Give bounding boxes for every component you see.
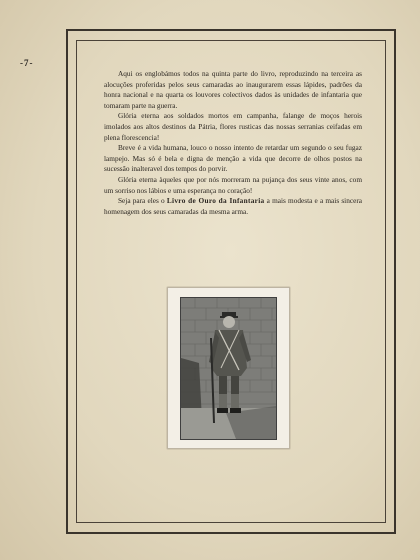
body-text [104,69,362,217]
closing-text-after: a mais modesta e a mais sincera homenagem dos seus camaradas da mesma arma. [104,196,362,216]
soldier-photo-illustration [181,298,276,439]
paragraph-2: Glória eterna aos soldados mortos em campanha, falange de moços herois imolados aos altos destinos da Pátria, flores rusticas das nossas serranias ceifadas em plena florescencia! [104,111,362,142]
paragraph-3: Breve é a vida humana, louco o nosso intento de retardar um segundo o seu fugaz lampejo. Mas só é bela e digna de menção a vida que decorre de olhos postos na sucessão inalteravel dos tempos do porvir. [104,143,362,174]
soldier-photograph [180,297,277,440]
paragraph-1: Aqui os englobámos todos na quinta parte do livro, reproduzindo na terceira as alocuções proferidas pelos seus camaradas ao inaugurarem essas lápides, padrões da honra nacional e na quarta os louvores colectivos dados às unidades de infantaria que tomaram parte na guerra. [104,69,362,110]
paragraph-4: Glória eterna àqueles que por nós morreram na pujança dos seus vinte anos, com um sorriso nos lábios e uma esperança no coração! [104,174,362,195]
book-title: Livro de Ouro da Infantaria [166,196,265,206]
page-number: -7- [20,58,34,68]
closing-paragraph [104,196,362,217]
closing-text-before: Seja para eles o [118,196,167,206]
